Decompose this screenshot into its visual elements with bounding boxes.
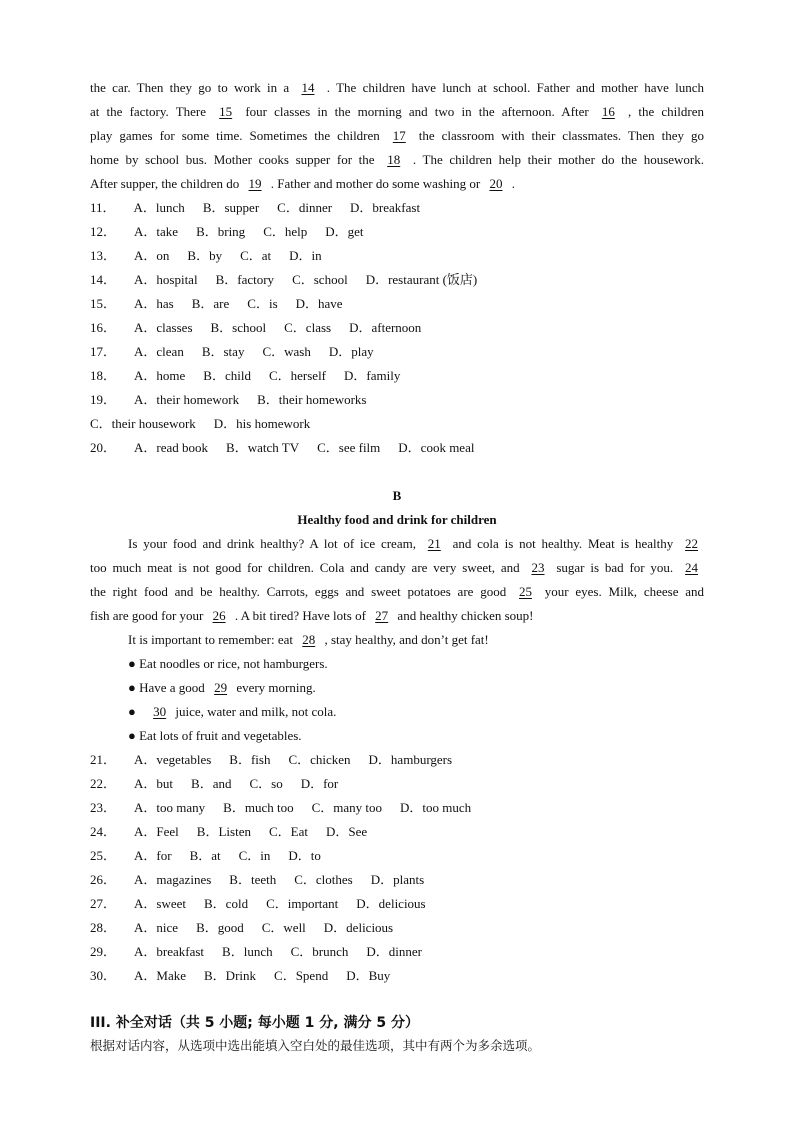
option-d[interactable]: D．his homework <box>213 416 311 431</box>
bullet-item: ● Eat noodles or rice, not hamburgers. <box>128 656 328 671</box>
blank-27: 27 <box>375 608 389 623</box>
option-a[interactable]: A．magazines <box>134 872 212 887</box>
option-c[interactable]: C．brunch <box>290 944 349 959</box>
passage-line: the car. Then they go to work in a 14 . The children have lunch at school. Father and mother have lunch <box>90 80 704 95</box>
question-number: 29． <box>90 944 117 959</box>
question-item <box>90 844 704 868</box>
blank-30: 30 <box>153 704 167 719</box>
option-c[interactable]: C．wash <box>262 344 311 359</box>
blank-19: 19 <box>248 176 262 191</box>
section-three-instruction: 根据对话内容，从选项中选出能填入空白处的最佳选项，其中有两个为多余选项。 <box>90 1038 541 1053</box>
option-a[interactable]: A．but <box>134 776 174 791</box>
option-d[interactable]: D．delicious <box>356 896 426 911</box>
question-number: 27． <box>90 896 117 911</box>
option-a[interactable]: A．has <box>134 296 174 311</box>
question-item <box>90 796 704 820</box>
blank-24: 24 <box>685 560 699 575</box>
option-d[interactable]: D．family <box>344 368 401 383</box>
option-b[interactable]: B．Drink <box>204 968 257 983</box>
option-c[interactable]: C．at <box>240 248 272 263</box>
passage-line: play games for some time. Sometimes the children 17 the classroom with their classmates. Then they go <box>90 128 704 143</box>
question-item <box>90 868 704 892</box>
option-c[interactable]: C．is <box>247 296 278 311</box>
question-list-b <box>90 748 704 988</box>
passage-line: Is your food and drink healthy? A lot of ice cream, 21 and cola is not healthy. Meat is healthy 22 <box>90 532 704 556</box>
question-item <box>90 820 704 844</box>
option-d[interactable]: D．have <box>295 296 343 311</box>
option-c[interactable]: C．Eat <box>268 824 308 839</box>
option-b[interactable]: B．fish <box>229 752 271 767</box>
passage-b <box>90 532 704 748</box>
passage-line: It is important to remember: eat 28 , stay healthy, and don’t get fat! <box>128 632 489 647</box>
section-title: Healthy food and drink for children <box>297 512 497 527</box>
option-a[interactable]: A．take <box>134 224 179 239</box>
question-number: 23． <box>90 800 117 815</box>
blank-17: 17 <box>392 128 406 143</box>
section-three-title: III. 补全对话（共 5 小题; 每小题 1 分, 满分 5 分） <box>90 1015 419 1031</box>
blank-15: 15 <box>219 104 233 119</box>
question-item <box>90 388 704 412</box>
option-a[interactable]: A．Feel <box>134 824 179 839</box>
option-a[interactable]: A．nice <box>134 920 179 935</box>
question-item <box>90 940 704 964</box>
option-a[interactable]: A．sweet <box>134 896 187 911</box>
option-b[interactable]: B．school <box>210 320 267 335</box>
option-a[interactable]: A．read book <box>134 440 209 455</box>
option-b[interactable]: B．cold <box>204 896 249 911</box>
option-b[interactable]: B．child <box>203 368 251 383</box>
option-a[interactable]: A．clean <box>134 344 184 359</box>
option-b[interactable]: B．supper <box>202 200 260 215</box>
option-c[interactable]: C．dinner <box>277 200 333 215</box>
option-c[interactable]: C．chicken <box>288 752 351 767</box>
question-number: 17． <box>90 344 117 359</box>
option-d[interactable]: D．in <box>289 248 322 263</box>
option-c[interactable]: C．clothes <box>294 872 353 887</box>
blank-26: 26 <box>212 608 226 623</box>
option-c[interactable]: C．herself <box>268 368 327 383</box>
passage-line: the right food and be healthy. Carrots, eggs and sweet potatoes are good 25 your eyes. Milk, cheese and <box>90 584 704 599</box>
question-item <box>90 268 704 292</box>
option-b[interactable]: B．good <box>196 920 244 935</box>
option-d[interactable]: D．breakfast <box>350 200 421 215</box>
question-item <box>90 292 704 316</box>
option-c[interactable]: C．so <box>249 776 283 791</box>
option-d[interactable]: D．Buy <box>346 968 391 983</box>
option-d[interactable]: D．delicious <box>323 920 394 935</box>
question-number: 25． <box>90 848 117 863</box>
bullet-item: ● Eat lots of fruit and vegetables. <box>128 728 302 743</box>
option-b[interactable]: B．are <box>191 296 230 311</box>
question-number: 12． <box>90 224 117 239</box>
question-number: 13． <box>90 248 117 263</box>
option-d[interactable]: D．afternoon <box>349 320 422 335</box>
blank-18: 18 <box>387 152 401 167</box>
bullet-item: ● Have a good 29 every morning. <box>128 680 316 695</box>
option-a[interactable]: A．breakfast <box>134 944 205 959</box>
question-number: 14． <box>90 272 117 287</box>
question-number: 26． <box>90 872 117 887</box>
option-d[interactable]: D．hamburgers <box>368 752 453 767</box>
option-b[interactable]: B．watch TV <box>226 440 300 455</box>
blank-23: 23 <box>531 560 545 575</box>
question-number: 21． <box>90 752 117 767</box>
question-item <box>90 364 704 388</box>
passage-line: at the factory. There 15 four classes in the morning and two in the afternoon. After 16 , the children <box>90 104 704 119</box>
option-b[interactable]: B．bring <box>196 224 246 239</box>
question-item <box>90 220 704 244</box>
question-item <box>90 916 704 940</box>
passage-line: too much meat is not good for children. Cola and candy are very sweet, and 23 sugar is bad for you. 24 <box>90 556 704 580</box>
option-d[interactable]: D．get <box>325 224 364 239</box>
exam-page <box>90 76 704 1056</box>
option-c[interactable]: C．important <box>266 896 339 911</box>
option-c[interactable]: C．their housework <box>90 416 196 431</box>
option-b[interactable]: B．much too <box>223 800 294 815</box>
option-c[interactable]: C．see film <box>317 440 381 455</box>
passage-a <box>90 76 704 196</box>
option-b[interactable]: B．and <box>191 776 232 791</box>
option-b[interactable]: B．lunch <box>222 944 273 959</box>
question-item <box>90 964 704 988</box>
option-a[interactable]: A．classes <box>134 320 193 335</box>
option-d[interactable]: D．for <box>300 776 339 791</box>
option-c[interactable]: C．help <box>263 224 308 239</box>
question-number: 20． <box>90 440 117 455</box>
blank-16: 16 <box>601 104 615 119</box>
option-a[interactable]: A．home <box>134 368 186 383</box>
question-number: 24． <box>90 824 117 839</box>
blank-28: 28 <box>302 632 316 647</box>
spacer <box>90 460 704 484</box>
question-item <box>90 316 704 340</box>
blank-21: 21 <box>427 536 441 551</box>
blank-22: 22 <box>685 536 699 551</box>
passage-line: fish are good for your 26 . A bit tired? Have lots of 27 and healthy chicken soup! <box>90 608 534 623</box>
passage-line: home by school bus. Mother cooks supper for the 18 . The children help their mother do the housework. <box>90 152 704 167</box>
section-letter: B <box>392 488 402 503</box>
question-item <box>90 196 704 220</box>
option-c[interactable]: C．well <box>261 920 306 935</box>
passage-line: After supper, the children do 19 . Father and mother do some washing or 20 . <box>90 176 515 191</box>
option-a[interactable]: A．hospital <box>134 272 198 287</box>
option-a[interactable]: A．for <box>134 848 172 863</box>
question-number: 15． <box>90 296 117 311</box>
option-a[interactable]: A．Make <box>134 968 187 983</box>
question-item <box>90 436 704 460</box>
option-a[interactable]: A．vegetables <box>134 752 212 767</box>
question-item-continued <box>90 412 704 436</box>
spacer <box>90 988 704 1010</box>
question-number: 11． <box>90 200 116 215</box>
option-c[interactable]: C．in <box>238 848 271 863</box>
question-number: 18． <box>90 368 117 383</box>
blank-29: 29 <box>214 680 228 695</box>
option-d[interactable]: D．restaurant (饭店) <box>365 272 478 287</box>
question-item <box>90 892 704 916</box>
option-c[interactable]: C．school <box>292 272 348 287</box>
option-c[interactable]: C．many too <box>311 800 382 815</box>
option-d[interactable]: D．play <box>328 344 374 359</box>
question-item <box>90 244 704 268</box>
option-b[interactable]: B．teeth <box>229 872 277 887</box>
blank-25: 25 <box>519 584 532 599</box>
question-item <box>90 772 704 796</box>
option-d[interactable]: D．to <box>288 848 321 863</box>
option-a[interactable]: A．lunch <box>133 200 185 215</box>
option-b[interactable]: B．factory <box>215 272 275 287</box>
question-number: 16． <box>90 320 117 335</box>
question-item <box>90 340 704 364</box>
option-b[interactable]: B．by <box>187 248 223 263</box>
option-b[interactable]: B．their homeworks <box>257 392 367 407</box>
blank-20: 20 <box>489 176 503 191</box>
option-d[interactable]: D．cook meal <box>398 440 475 455</box>
option-d[interactable]: D．See <box>325 824 368 839</box>
option-d[interactable]: D．plants <box>370 872 425 887</box>
option-a[interactable]: A．too many <box>134 800 206 815</box>
option-d[interactable]: D．too much <box>400 800 472 815</box>
question-number: 19． <box>90 392 117 407</box>
question-item <box>90 748 704 772</box>
option-b[interactable]: B．stay <box>201 344 245 359</box>
option-c[interactable]: C．class <box>284 320 332 335</box>
option-a[interactable]: A．on <box>134 248 170 263</box>
question-number: 28． <box>90 920 117 935</box>
question-number: 22． <box>90 776 117 791</box>
option-a[interactable]: A．their homework <box>134 392 240 407</box>
option-b[interactable]: B．Listen <box>196 824 251 839</box>
option-b[interactable]: B．at <box>189 848 221 863</box>
question-list-a <box>90 196 704 460</box>
option-c[interactable]: C．Spend <box>274 968 329 983</box>
blank-14: 14 <box>301 80 315 95</box>
option-d[interactable]: D．dinner <box>366 944 422 959</box>
bullet-item: ● 30 juice, water and milk, not cola. <box>128 704 337 719</box>
question-number: 30． <box>90 968 117 983</box>
